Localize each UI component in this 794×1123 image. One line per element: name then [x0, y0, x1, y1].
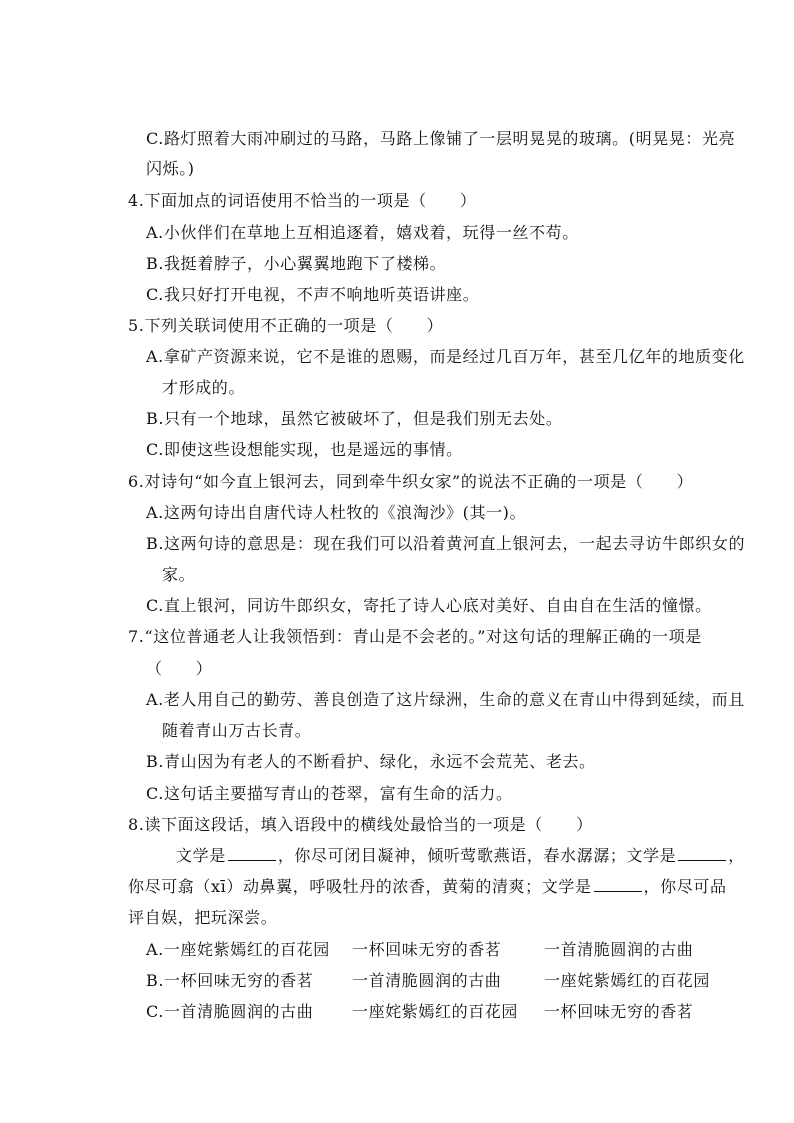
q6-option-b: B.这两句诗的意思是：现在我们可以沿着黄河直上银河去，一起去寻访牛郎织女的	[146, 534, 746, 553]
q7-option-c: C.这句话主要描写青山的苍翠，富有生命的活力。	[146, 784, 513, 803]
q7-option-b: B.青山因为有老人的不断看护、绿化，永远不会荒芜、老去。	[146, 752, 596, 771]
q5-option-c: C.即使这些设想能实现，也是遥远的事情。	[146, 440, 463, 459]
q5-stem: 5.下列关联词使用不正确的一项是（ ）	[128, 316, 444, 335]
q8-passage-line: 评自娱，把玩深尝。	[128, 908, 278, 927]
q8-stem: 8.读下面这段话，填入语段中的横线处最恰当的一项是（ ）	[128, 815, 593, 834]
passage-text: ，	[728, 846, 745, 865]
option-phrase: B.一杯回味无穷的香茗	[146, 971, 314, 990]
q7-option-a-cont: 随着青山万古长青。	[162, 721, 312, 740]
q3-option-c: C.路灯照着大雨冲刷过的马路，马路上像铺了一层明晃晃的玻璃。(明晃晃：光亮	[146, 129, 736, 148]
option-phrase: 一座姹紫嫣红的百花园	[352, 1002, 519, 1021]
q5-option-a-cont: 才形成的。	[162, 378, 246, 397]
q4-option-c: C.我只好打开电视，不声不响地听英语讲座。	[146, 285, 480, 304]
q4-option-b: B.我挺着脖子，小心翼翼地跑下了楼梯。	[146, 254, 447, 273]
q8-passage-line	[176, 845, 745, 867]
q7-stem-cont: （ ）	[146, 659, 213, 678]
q3-option-c-cont: 闪烁。)	[146, 159, 195, 178]
q5-option-a: A.拿矿产资源来说，它不是谁的恩赐，而是经过几百万年，甚至几亿年的地质变化	[146, 347, 745, 366]
q7-option-a: A.老人用自己的勤劳、善良创造了这片绿洲，生命的意义在青山中得到延续，而且	[146, 690, 745, 709]
q6-option-c: C.直上银河，同访牛郎织女，寄托了诗人心底对美好、自由自在生活的憧憬。	[146, 596, 712, 615]
q8-option-a	[146, 939, 766, 961]
q5-option-b: B.只有一个地球，虽然它被破坏了，但是我们别无去处。	[146, 409, 563, 428]
q4-option-a: A.小伙伴们在草地上互相追逐着，嬉戏着，玩得一丝不苟。	[146, 223, 579, 242]
passage-text: ，你尽可闭目凝神，倾听莺歌燕语，春水潺潺；文学是	[277, 846, 677, 865]
fill-blank	[678, 846, 726, 861]
option-phrase: 一杯回味无穷的香茗	[544, 1002, 694, 1021]
q6-stem: 6.对诗句“如今直上银河去，同到牵牛织女家”的说法不正确的一项是（ ）	[128, 472, 694, 491]
fill-blank	[228, 846, 276, 861]
q8-option-b	[146, 970, 766, 992]
passage-text: 文学是	[176, 846, 226, 865]
option-phrase: C.一首清脆圆润的古曲	[146, 1002, 314, 1021]
passage-text: 你尽可翕（xī）动鼻翼，呼吸牡丹的浓香，黄菊的清爽；文学是	[128, 877, 592, 896]
passage-text: ，你尽可品	[643, 877, 727, 896]
option-phrase: 一杯回味无穷的香茗	[352, 940, 502, 959]
q7-stem: 7.“这位普通老人让我领悟到：青山是不会老的。”对这句话的理解正确的一项是	[128, 627, 702, 646]
q6-option-b-cont: 家。	[162, 565, 196, 584]
option-phrase: A.一座姹紫嫣红的百花园	[146, 940, 330, 959]
option-phrase: 一首清脆圆润的古曲	[544, 940, 694, 959]
option-phrase: 一座姹紫嫣红的百花园	[544, 971, 711, 990]
q4-stem: 4.下面加点的词语使用不恰当的一项是（ ）	[128, 191, 477, 210]
option-phrase: 一首清脆圆润的古曲	[352, 971, 502, 990]
q8-passage-line	[128, 876, 727, 898]
q6-option-a: A.这两句诗出自唐代诗人杜牧的《浪淘沙》(其一)。	[146, 503, 527, 522]
fill-blank	[594, 877, 642, 892]
q8-option-c	[146, 1001, 766, 1023]
